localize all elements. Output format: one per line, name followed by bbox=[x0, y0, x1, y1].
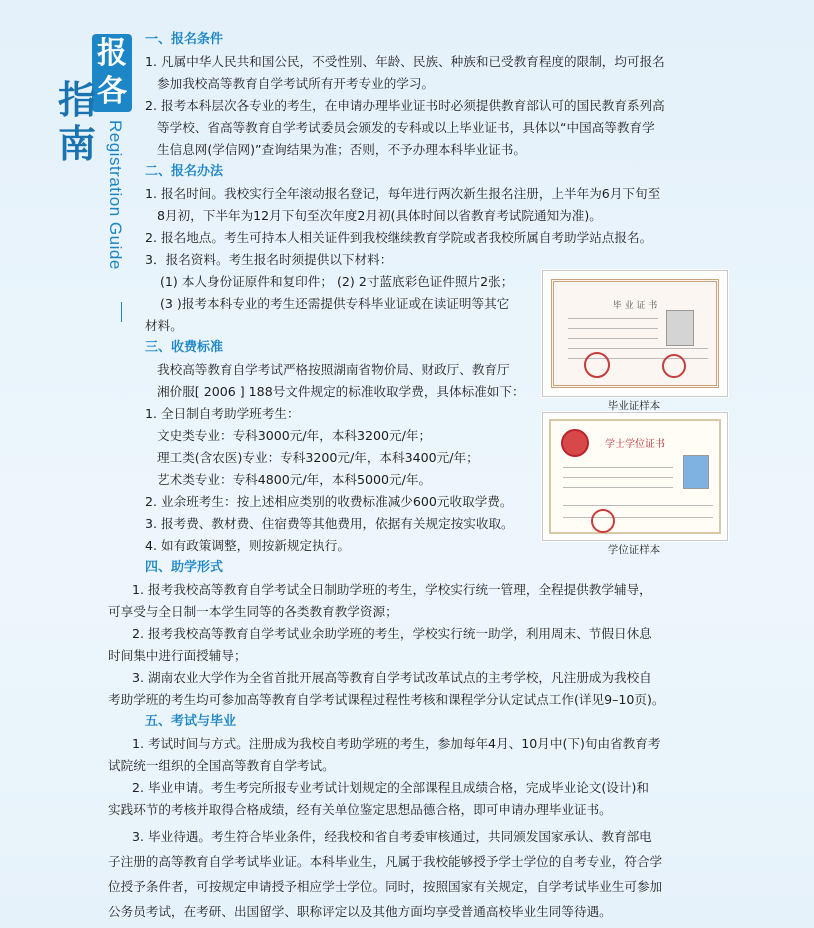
text-line: 1. 考试时间与方式。注册成为我校自考助学班的考生，参加每年4月、10月中(下)旬由省教育考 bbox=[132, 736, 661, 751]
seal-icon bbox=[662, 354, 686, 378]
text-rule bbox=[568, 338, 658, 339]
photo-placeholder bbox=[666, 310, 694, 346]
text-line: 文史类专业：专科3000元/年，本科3200元/年； bbox=[157, 428, 432, 443]
text-line: 2. 报考我校高等教育自学考试业余助学班的考生，学校实行统一助学，利用周末、节假日休息 bbox=[132, 626, 652, 641]
text-line: 1. 报考我校高等教育自学考试全日制助学班的考生，学校实行统一管理，全程提供教学辅导， bbox=[132, 582, 652, 597]
text-line: 公务员考试，在考研、出国留学、职称评定以及其他方面均享受普通高校毕业生同等待遇。 bbox=[108, 904, 612, 919]
text-rule bbox=[568, 348, 708, 349]
text-line: 1. 凡属中华人民共和国公民，不受性别、年龄、民族、种族和已受教育程度的限制，均可报名 bbox=[145, 54, 665, 69]
seal-icon bbox=[584, 352, 610, 378]
text-line: 位授予条件者，可按规定申请授予相应学士学位。同时，按照国家有关规定，自学考试毕业生可参加 bbox=[108, 879, 663, 894]
section-heading-3: 三、收费标准 bbox=[145, 340, 224, 355]
text-line: 3. 湖南农业大学作为全省首批开展高等教育自学考试改革试点的主考学校，凡注册成为我校自 bbox=[132, 670, 652, 685]
photo-placeholder bbox=[683, 455, 709, 489]
title-divider bbox=[121, 302, 122, 322]
text-rule bbox=[563, 477, 673, 478]
text-rule bbox=[563, 467, 673, 468]
text-line: 2. 业余班考生：按上述相应类别的收费标准减少600元收取学费。 bbox=[145, 494, 513, 509]
section-heading-5: 五、考试与毕业 bbox=[145, 714, 237, 729]
text-rule bbox=[568, 328, 658, 329]
degree-certificate-sample bbox=[542, 412, 728, 541]
text-line: 考助学班的考生均可参加高等教育自学考试课程过程性考核和课程学分认定试点工作(详见9–10页)。 bbox=[108, 692, 665, 707]
text-line: 参加我校高等教育自学考试所有开考专业的学习。 bbox=[157, 76, 435, 91]
text-rule bbox=[563, 505, 713, 506]
certificate-caption: 毕业证样本 bbox=[607, 400, 661, 412]
text-line: (1) 本人身份证原件和复印件； (2) 2寸蓝底彩色证件照片2张； bbox=[160, 274, 514, 289]
text-line: 3. 报考费、教材费、住宿费等其他费用，依据有关规定按实收取。 bbox=[145, 516, 514, 531]
text-line: 材料。 bbox=[145, 318, 183, 333]
text-line: 3. 毕业待遇。考生符合毕业条件，经我校和省自考委审核通过，共同颁发国家承认、教育部电 bbox=[132, 829, 652, 844]
text-line: 1. 全日制自考助学班考生： bbox=[145, 406, 300, 421]
section-heading-1: 一、报名条件 bbox=[145, 32, 224, 47]
text-line: 8月初，下半年为12月下旬至次年度2月初(具体时间以省教育考试院通知为准)。 bbox=[157, 208, 602, 223]
text-line: 子注册的高等教育自学考试毕业证。本科毕业生，凡属于我校能够授予学士学位的自考专业，符合学 bbox=[108, 854, 663, 869]
text-line: 生信息网(学信网)”查询结果为准；否则，不予办理本科毕业证书。 bbox=[157, 142, 526, 157]
text-line: 实践环节的考核并取得合格成绩，经有关单位鉴定思想品德合格，即可申请办理毕业证书。 bbox=[108, 802, 612, 817]
text-line: 可享受与全日制一本学生同等的各类教育教学资源； bbox=[108, 604, 398, 619]
text-rule bbox=[563, 487, 673, 488]
title-char-2: 各 bbox=[92, 72, 132, 112]
text-line: 2. 毕业申请。考生考完所报专业考试计划规定的全部课程且成绩合格，完成毕业论文(设计)和 bbox=[132, 780, 650, 795]
certificate-frame bbox=[549, 419, 721, 534]
text-line: 试院统一组织的全国高等教育自学考试。 bbox=[108, 758, 335, 773]
text-line: 时间集中进行面授辅导； bbox=[108, 648, 247, 663]
text-line: 3．报名资料。考生报名时须提供以下材料： bbox=[145, 252, 393, 267]
text-line: 1. 报名时间。我校实行全年滚动报名登记，每年进行两次新生报名注册，上半年为6月下旬至 bbox=[145, 186, 661, 201]
text-line: 湘价服[ 2006 ] 188号文件规定的标准收取学费，具体标准如下： bbox=[157, 384, 525, 399]
text-line: (3 )报考本科专业的考生还需提供专科毕业证或在读证明等其它 bbox=[160, 296, 510, 311]
text-rule bbox=[563, 517, 713, 518]
certificate-title: 学士学位证书 bbox=[605, 439, 665, 450]
text-line: 2. 报名地点。考生可持本人相关证件到我校继续教育学院或者我校所属自考助学站点报名。 bbox=[145, 230, 653, 245]
text-line: 2. 报考本科层次各专业的考生，在申请办理毕业证书时必须提供教育部认可的国民教育系列高 bbox=[145, 98, 665, 113]
seal-icon bbox=[591, 509, 615, 533]
title-english: Registration Guide bbox=[106, 120, 125, 270]
graduation-certificate-sample bbox=[542, 270, 728, 397]
section-heading-2: 二、报名办法 bbox=[145, 164, 224, 179]
text-line: 理工类(含农医)专业：专科3200元/年，本科3400元/年； bbox=[157, 450, 479, 465]
text-line: 等学校、省高等教育自学考试委员会颁发的专科或以上毕业证书，具体以“中国高等教育学 bbox=[157, 120, 655, 135]
certificate-caption: 学位证样本 bbox=[607, 544, 661, 556]
text-line: 我校高等教育自学考试严格按照湖南省物价局、财政厅、教育厅 bbox=[157, 362, 510, 377]
section-heading-4: 四、助学形式 bbox=[145, 560, 224, 575]
text-line: 艺术类专业：专科4800元/年，本科5000元/年。 bbox=[157, 472, 432, 487]
certificate-frame bbox=[551, 279, 719, 388]
title-char-1: 报 bbox=[92, 34, 132, 74]
title-char-4: 南 bbox=[57, 121, 96, 166]
text-rule bbox=[568, 318, 658, 319]
certificate-title: 毕 业 证 书 bbox=[612, 301, 658, 311]
title-char-3: 指 bbox=[57, 77, 96, 122]
text-line: 4. 如有政策调整，则按新规定执行。 bbox=[145, 538, 350, 553]
